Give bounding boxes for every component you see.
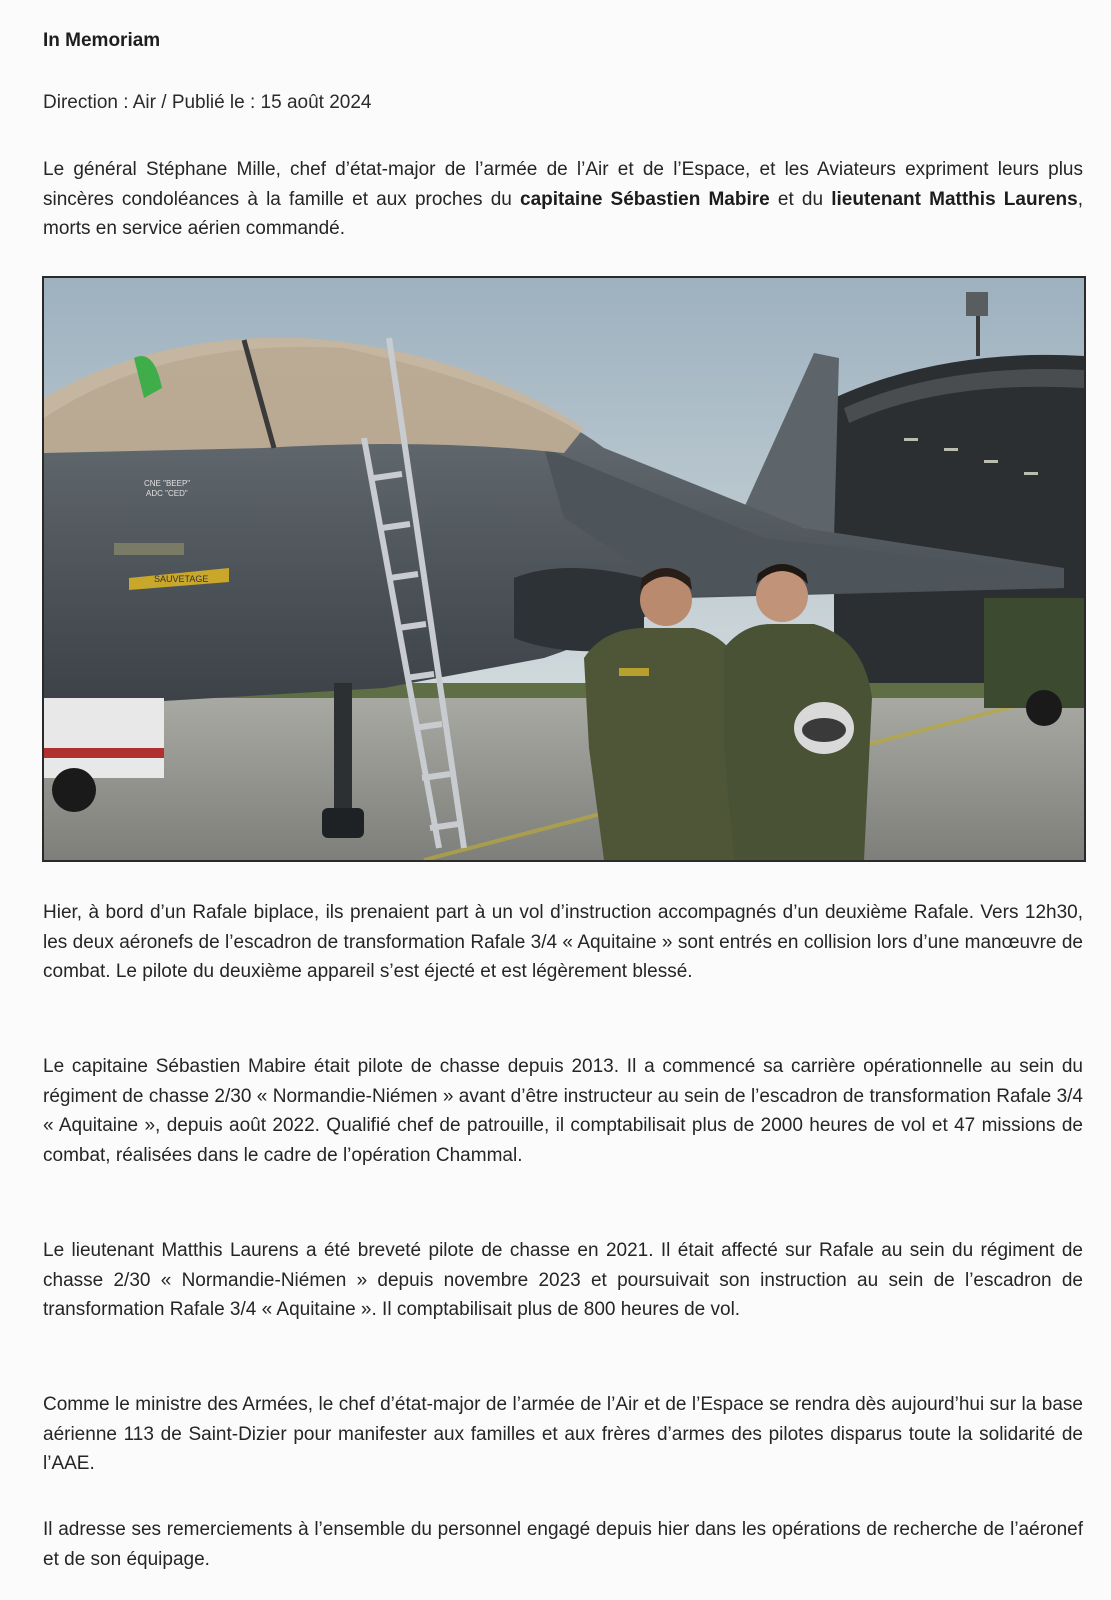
sauvetage-label: SAUVETAGE bbox=[154, 574, 209, 584]
tarmac bbox=[44, 698, 1084, 860]
flood-light bbox=[966, 292, 988, 316]
intro-text-2: et du bbox=[769, 188, 832, 210]
intro-name-2: lieutenant Matthis Laurens bbox=[831, 188, 1078, 210]
intro-text-3: , morts en service aérien commandé. bbox=[43, 188, 1084, 239]
ground-equipment bbox=[44, 698, 164, 778]
body-paragraph: Le lieutenant Matthis Laurens a été breveté pilote de chasse en 2021. Il était affecté sur Rafale au sein du régiment de chasse 2/30 « Normandie-Niémen » depuis novembre 2023 et poursuivait son instruction au sein de l’escadron de transformation Rafale 3/4 « Aquitaine ». Il comptabilisait plus de 800 heures de vol. bbox=[43, 1240, 1083, 1320]
nose-gear bbox=[322, 808, 364, 838]
nose-text-1: CNE "BEEP" bbox=[144, 479, 191, 488]
body-paragraph: Comme le ministre des Armées, le chef d’état-major de l’armée de l’Air et de l’Espace se rendra dès aujourd’hui sur la base aérienne 113 de Saint-Dizier pour manifester aux familles et aux frères d’armes des pilotes disparus toute la solidarité de l’AAE. bbox=[43, 1394, 1083, 1474]
intro-paragraph bbox=[43, 155, 1083, 244]
nose-text-2: ADC "CED" bbox=[146, 489, 188, 498]
military-vehicle bbox=[984, 598, 1084, 708]
body-paragraph: Le capitaine Sébastien Mabire était pilote de chasse depuis 2013. Il a commencé sa carrière opérationnelle au sein du régiment de chasse 2/30 « Normandie-Niémen » avant d’être instructeur au sein de l’escadron de transformation Rafale 3/4 « Aquitaine », depuis août 2022. Qualifié chef de patrouille, il comptabilisait plus de 2000 heures de vol et 47 missions de combat, réalisées dans le cadre de l’opération Chammal. bbox=[43, 1056, 1083, 1166]
publication-meta: Direction : Air / Publié le : 15 août 2024 bbox=[43, 92, 372, 113]
body-paragraph: Il adresse ses remerciements à l’ensemble du personnel engagé depuis hier dans les opérations de recherche de l’aéronef et de son équipage. bbox=[43, 1519, 1083, 1570]
intro-name-1: capitaine Sébastien Mabire bbox=[520, 188, 770, 210]
intro-text-1: Le général Stéphane Mille, chef d’état-major de l’armée de l’Air et de l’Espace, et les Aviateurs expriment leurs plus sincères condoléances à la famille et aux proches du bbox=[43, 159, 1083, 210]
document-heading: In Memoriam bbox=[43, 30, 161, 51]
pilots-rafale-photo bbox=[42, 276, 1086, 862]
photo-illustration bbox=[44, 278, 1084, 860]
body-paragraph: Hier, à bord d’un Rafale biplace, ils prenaient part à un vol d’instruction accompagnés d’un deuxième Rafale. Vers 12h30, les deux aéronefs de l’escadron de transformation Rafale 3/4 « Aquitaine » sont entrés en collision lors d’une manœuvre de combat. Le pilote du deuxième appareil s’est éjecté et est légèrement blessé. bbox=[43, 902, 1083, 982]
